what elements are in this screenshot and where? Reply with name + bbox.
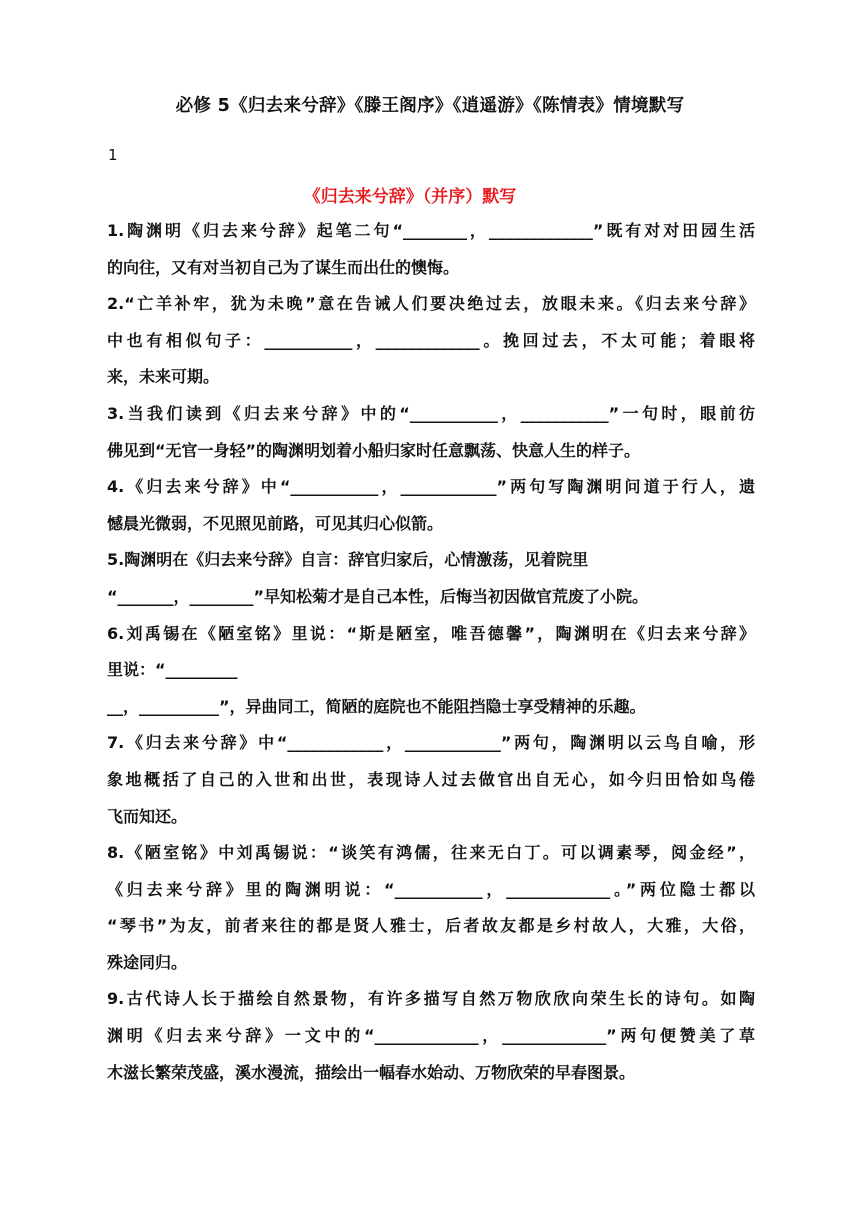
text-line: 殊途同归。 <box>107 952 188 972</box>
text-line: 憾晨光微弱，不见照见前路，可见其归心似箭。 <box>107 513 444 533</box>
text-line: 中也有相似句子：___________，_____________。挽回过去，不太可能；着眼将 <box>107 330 755 350</box>
text-line: 9.古代诗人长于描绘自然景物，有许多描写自然万物欣欣向荣生长的诗句。如陶 <box>107 989 755 1009</box>
text-line: “琴书”为友，前者来往的都是贤人雅士，后者故友都是乡村故人，大雅，大俗， <box>107 916 755 936</box>
text-line: 2.“亡羊补牢，犹为未晚”意在告诫人们要决绝过去，放眼未来。《归去来兮辞》 <box>107 294 755 314</box>
page-number: 1 <box>108 146 118 164</box>
text-line: 5.陶渊明在《归去来兮辞》自言：辞官归家后，心情激荡，见着院里 <box>107 550 589 570</box>
text-line: 渊明《归去来兮辞》一文中的“_____________，_____________”两句便赞美了草 <box>107 1026 755 1046</box>
text-line: 8.《陋室铭》中刘禹锡说：“谈笑有鸿儒，往来无白丁。可以调素琴，阅金经”， <box>107 843 755 863</box>
text-line: 佛见到“无官一身轻”的陶渊明划着小船归家时任意飘荡、快意人生的样子。 <box>107 440 641 460</box>
text-line: 来，未来可期。 <box>107 367 220 387</box>
section-heading: 《归去来兮辞》（并序）默写 <box>303 187 517 207</box>
text-line: 的向往，又有对当初自己为了谋生而出仕的懊悔。 <box>107 257 460 277</box>
text-line: 7.《归去来兮辞》中“____________，____________”两句，陶渊明以云鸟自喻，形 <box>107 733 755 753</box>
text-line: “_______，________”早知松菊才是自己本性，后悔当初因做官荒废了小院。 <box>107 586 649 606</box>
text-line: 飞而知还。 <box>107 806 188 826</box>
text-line: 6.刘禹锡在《陋室铭》里说：“斯是陋室，唯吾德馨”，陶渊明在《归去来兮辞》 <box>107 623 755 643</box>
text-line: 《归去来兮辞》里的陶渊明说：“___________，_____________。”两位隐士都以 <box>107 879 755 899</box>
text-line: 4.《归去来兮辞》中“___________，____________”两句写陶渊明问道于行人，遗 <box>107 477 755 497</box>
question-body <box>107 213 755 1091</box>
text-line: __，__________”，异曲同工，简陋的庭院也不能阻挡隐士享受精神的乐趣。 <box>107 696 646 716</box>
text-line: 象地概括了自己的入世和出世，表现诗人过去做官出自无心，如今归田恰如鸟倦 <box>107 769 755 789</box>
text-line: 里说：“_________ <box>107 660 238 680</box>
text-line: 3.当我们读到《归去来兮辞》中的“___________，___________”一句时，眼前彷 <box>107 403 755 423</box>
document-title: 必修 5《归去来兮辞》《滕王阁序》《逍遥游》《陈情表》情境默写 <box>175 96 685 116</box>
text-line: 木滋长繁荣茂盛，溪水漫流，描绘出一幅春水始动、万物欣荣的早春图景。 <box>107 1062 636 1082</box>
text-line: 1.陶渊明《归去来兮辞》起笔二句“________，_____________”既有对对田园生活 <box>107 221 755 240</box>
